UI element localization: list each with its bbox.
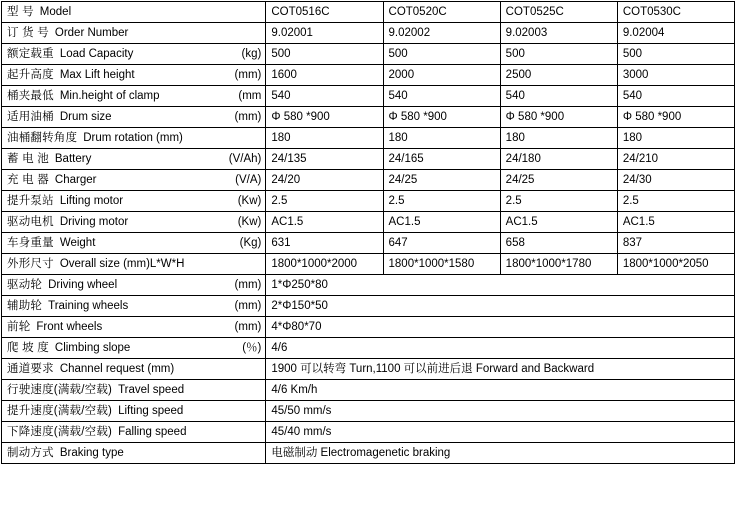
table-row <box>2 86 735 107</box>
row-5-label-cell <box>2 107 266 128</box>
row-10-value-2: AC1.5 <box>383 212 500 233</box>
row-3-value-3: 2500 <box>500 65 617 86</box>
label-en: Drum rotation (mm) <box>83 131 183 144</box>
label-en: Battery <box>54 152 92 165</box>
label-cn: 车身重量 <box>7 236 54 249</box>
row-2-value-4: 500 <box>617 44 734 65</box>
label-cn: 提升速度(满载/空载) <box>7 404 113 417</box>
label-cn: 充 电 器 <box>7 173 49 186</box>
row-2-label-cell <box>2 44 266 65</box>
label-en: Falling speed <box>118 425 187 438</box>
label-unit: (Kw) <box>237 194 262 207</box>
row-3-label-cell <box>2 65 266 86</box>
row-3-value-1: 1600 <box>266 65 383 86</box>
label-cn: 额定载重 <box>7 47 54 60</box>
label-row <box>7 69 261 82</box>
row-14-label-cell <box>2 296 266 317</box>
label-en: Charger <box>54 173 97 186</box>
label-row <box>7 321 261 334</box>
label-row <box>7 279 261 292</box>
row-1-value-1: 9.02001 <box>266 23 383 44</box>
row-16-label-cell <box>2 338 266 359</box>
label-row <box>7 27 261 40</box>
row-7-value-2: 24/165 <box>383 149 500 170</box>
column-header-1: COT0516C <box>266 2 383 23</box>
row-3-value-4: 3000 <box>617 65 734 86</box>
label-unit: (Kw) <box>237 215 262 228</box>
row-8-value-2: 24/25 <box>383 170 500 191</box>
label-unit: (mm) <box>234 299 262 312</box>
table-row <box>2 401 735 422</box>
label-row <box>7 384 261 397</box>
row-12-value-3: 1800*1000*1780 <box>500 254 617 275</box>
label-en: Weight <box>59 236 96 249</box>
row-13-label-cell <box>2 275 266 296</box>
label-cn: 油桶翻转角度 <box>7 131 78 144</box>
label-unit: (mm) <box>234 68 262 81</box>
row-1-value-2: 9.02002 <box>383 23 500 44</box>
label-cn: 适用油桶 <box>7 110 54 123</box>
label-unit: (V/A) <box>235 173 262 186</box>
row-14-value: 2*Φ150*50 <box>266 296 735 317</box>
label-row <box>7 90 261 103</box>
label-en: Lifting motor <box>59 194 124 207</box>
row-11-value-2: 647 <box>383 233 500 254</box>
label-en: Front wheels <box>36 320 103 333</box>
label-row <box>7 111 261 124</box>
label-row <box>7 300 261 313</box>
row-12-value-2: 1800*1000*1580 <box>383 254 500 275</box>
label-en: Overall size (mm)L*W*H <box>59 257 185 270</box>
label-en: Lifting speed <box>118 404 184 417</box>
table-row <box>2 44 735 65</box>
label-cn: 制动方式 <box>7 446 54 459</box>
row-11-value-3: 658 <box>500 233 617 254</box>
row-11-label-cell <box>2 233 266 254</box>
row-5-value-4: Φ 580 *900 <box>617 107 734 128</box>
row-1-value-3: 9.02003 <box>500 23 617 44</box>
row-1-value-4: 9.02004 <box>617 23 734 44</box>
table-row <box>2 338 735 359</box>
label-unit: (mm) <box>234 278 262 291</box>
label-row <box>7 405 261 418</box>
label-unit: (Kg) <box>239 236 262 249</box>
row-17-value: 1900 可以转弯 Turn,1100 可以前进后退 Forward and Backward <box>266 359 735 380</box>
table-row <box>2 275 735 296</box>
row-6-label-cell <box>2 128 266 149</box>
label-unit: (mm) <box>234 110 262 123</box>
row-10-value-4: AC1.5 <box>617 212 734 233</box>
row-20-value: 45/40 mm/s <box>266 422 735 443</box>
row-8-value-3: 24/25 <box>500 170 617 191</box>
row-4-value-3: 540 <box>500 86 617 107</box>
label-cn: 下降速度(满载/空载) <box>7 425 113 438</box>
label-row <box>7 447 261 460</box>
row-5-value-3: Φ 580 *900 <box>500 107 617 128</box>
row-9-value-3: 2.5 <box>500 191 617 212</box>
row-6-value-2: 180 <box>383 128 500 149</box>
label-cn: 订 货 号 <box>7 26 49 39</box>
label-cn: 起升高度 <box>7 68 54 81</box>
table-row <box>2 128 735 149</box>
specification-table <box>1 1 735 464</box>
row-4-value-2: 540 <box>383 86 500 107</box>
label-en: Order Number <box>54 26 129 39</box>
label-row <box>7 237 261 250</box>
label-cn: 提升泵站 <box>7 194 54 207</box>
label-row <box>7 195 261 208</box>
row-21-label-cell <box>2 443 266 464</box>
label-row <box>7 342 261 355</box>
label-en: Channel request (mm) <box>59 362 175 375</box>
table-row <box>2 212 735 233</box>
row-15-value: 4*Φ80*70 <box>266 317 735 338</box>
table-row <box>2 149 735 170</box>
row-18-value: 4/6 Km/h <box>266 380 735 401</box>
label-row <box>7 174 261 187</box>
column-header-2: COT0520C <box>383 2 500 23</box>
label-unit: (mm) <box>234 320 262 333</box>
row-10-value-3: AC1.5 <box>500 212 617 233</box>
row-13-value: 1*Φ250*80 <box>266 275 735 296</box>
label-cn: 辅助轮 <box>7 299 43 312</box>
label-row <box>7 363 261 376</box>
label-en: Driving wheel <box>48 278 118 291</box>
row-7-value-1: 24/135 <box>266 149 383 170</box>
row-17-label-cell <box>2 359 266 380</box>
label-en: Max Lift height <box>59 68 135 81</box>
table-row <box>2 317 735 338</box>
table-row <box>2 443 735 464</box>
label-row <box>7 132 261 145</box>
label-en: Driving motor <box>59 215 129 228</box>
table-body <box>2 2 735 464</box>
row-6-value-3: 180 <box>500 128 617 149</box>
row-18-label-cell <box>2 380 266 401</box>
row-6-value-1: 180 <box>266 128 383 149</box>
table-row <box>2 191 735 212</box>
row-12-label-cell <box>2 254 266 275</box>
table-row <box>2 422 735 443</box>
row-12-value-1: 1800*1000*2000 <box>266 254 383 275</box>
label-unit: (V/Ah) <box>228 152 262 165</box>
row-8-label-cell <box>2 170 266 191</box>
label-cn: 型 号 <box>7 5 34 18</box>
table-row <box>2 107 735 128</box>
row-4-value-4: 540 <box>617 86 734 107</box>
label-cn: 驱动电机 <box>7 215 54 228</box>
table-row <box>2 233 735 254</box>
model-label-cell <box>2 2 266 23</box>
table-row <box>2 380 735 401</box>
row-7-label-cell <box>2 149 266 170</box>
row-7-value-4: 24/210 <box>617 149 734 170</box>
label-row <box>7 153 261 166</box>
label-en: Model <box>39 5 72 18</box>
label-cn: 蓄 电 池 <box>7 152 49 165</box>
label-cn: 桶夹最低 <box>7 89 54 102</box>
label-row <box>7 48 261 61</box>
row-2-value-2: 500 <box>383 44 500 65</box>
label-cn: 行驶速度(满载/空载) <box>7 383 113 396</box>
row-8-value-4: 24/30 <box>617 170 734 191</box>
label-row <box>7 426 261 439</box>
column-header-4: COT0530C <box>617 2 734 23</box>
row-12-value-4: 1800*1000*2050 <box>617 254 734 275</box>
row-19-label-cell <box>2 401 266 422</box>
label-unit: (mm <box>238 89 262 102</box>
row-11-value-4: 837 <box>617 233 734 254</box>
label-cn: 外形尺寸 <box>7 257 54 270</box>
row-16-value: 4/6 <box>266 338 735 359</box>
row-6-value-4: 180 <box>617 128 734 149</box>
label-en: Braking type <box>59 446 124 459</box>
label-cn: 驱动轮 <box>7 278 43 291</box>
row-2-value-1: 500 <box>266 44 383 65</box>
row-19-value: 45/50 mm/s <box>266 401 735 422</box>
row-21-value: 电磁制动 Electromagenetic braking <box>266 443 735 464</box>
table-row <box>2 296 735 317</box>
label-row <box>7 6 261 19</box>
label-cn: 通道要求 <box>7 362 54 375</box>
row-5-value-1: Φ 580 *900 <box>266 107 383 128</box>
row-8-value-1: 24/20 <box>266 170 383 191</box>
table-row <box>2 65 735 86</box>
label-row <box>7 216 261 229</box>
row-15-label-cell <box>2 317 266 338</box>
row-9-value-1: 2.5 <box>266 191 383 212</box>
label-en: Travel speed <box>118 383 185 396</box>
row-5-value-2: Φ 580 *900 <box>383 107 500 128</box>
label-unit: (kg) <box>241 47 262 60</box>
row-10-value-1: AC1.5 <box>266 212 383 233</box>
column-header-3: COT0525C <box>500 2 617 23</box>
row-3-value-2: 2000 <box>383 65 500 86</box>
row-11-value-1: 631 <box>266 233 383 254</box>
row-4-value-1: 540 <box>266 86 383 107</box>
label-en: Drum size <box>59 110 112 123</box>
row-2-value-3: 500 <box>500 44 617 65</box>
row-10-label-cell <box>2 212 266 233</box>
row-9-label-cell <box>2 191 266 212</box>
label-cn: 爬 坡 度 <box>7 341 49 354</box>
label-en: Training wheels <box>48 299 129 312</box>
row-1-label-cell <box>2 23 266 44</box>
label-en: Climbing slope <box>54 341 131 354</box>
row-20-label-cell <box>2 422 266 443</box>
row-7-value-3: 24/180 <box>500 149 617 170</box>
table-row <box>2 23 735 44</box>
row-9-value-4: 2.5 <box>617 191 734 212</box>
table-row <box>2 359 735 380</box>
table-row <box>2 254 735 275</box>
label-en: Min.height of clamp <box>59 89 160 102</box>
row-9-value-2: 2.5 <box>383 191 500 212</box>
table-header-row <box>2 2 735 23</box>
label-row <box>7 258 261 271</box>
label-unit: (％) <box>242 341 262 354</box>
row-4-label-cell <box>2 86 266 107</box>
label-cn: 前轮 <box>7 320 31 333</box>
table-row <box>2 170 735 191</box>
label-en: Load Capacity <box>59 47 134 60</box>
